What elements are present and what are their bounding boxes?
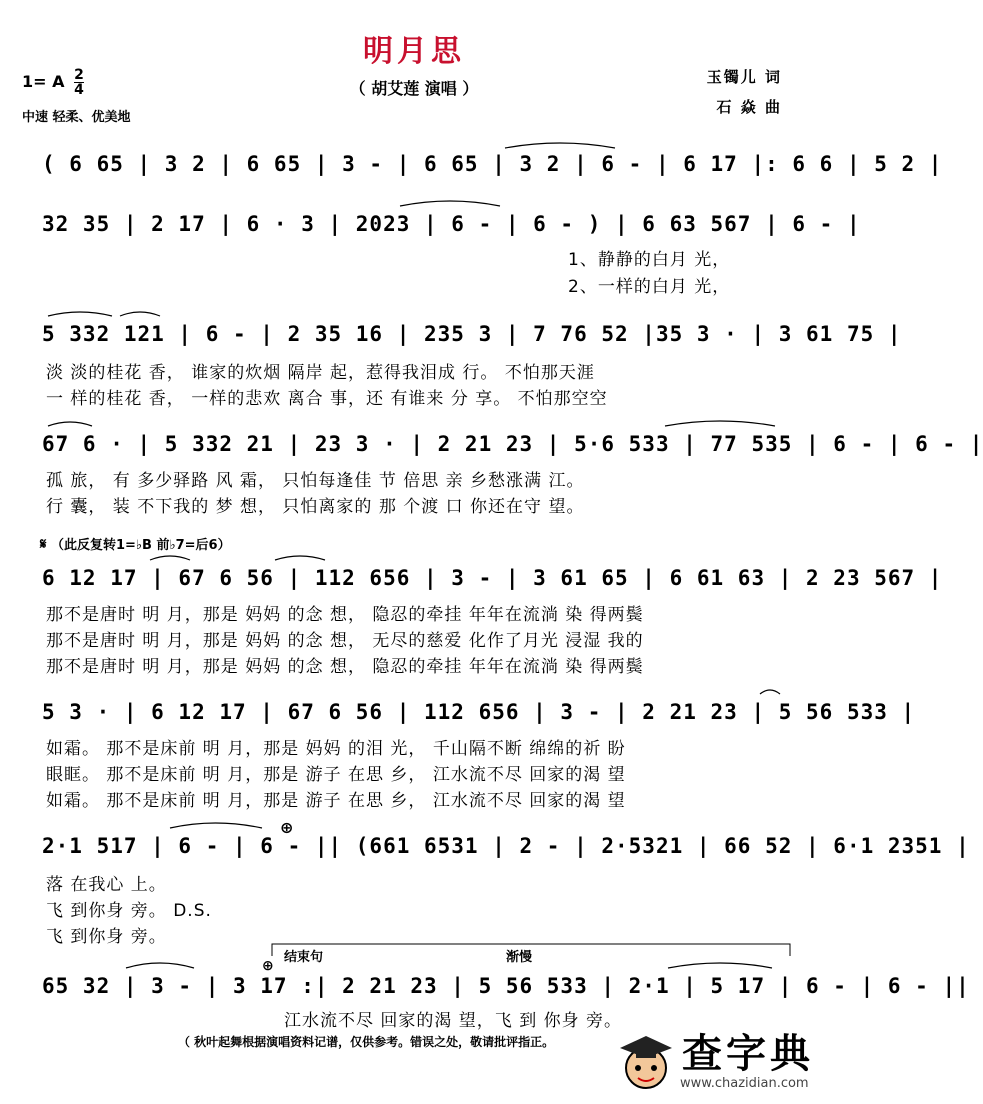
lyric-row-5-verse-3: 那不是唐时 明 月，那是 妈妈 的念 想， 隐忍的牵挂 年年在流淌 染 得两鬓 [46,657,644,677]
lyric-row-7-verse-1: 落 在我心 上。 [46,875,167,895]
tie-row8 [126,963,194,968]
coda-icon-2: ⊕ [262,958,274,974]
lyric-row-3-verse-1: 淡 淡的桂花 香， 谁家的炊烟 隔岸 起，惹得我泪成 行。 不怕那天涯 [46,363,595,383]
lyric-row-2-verse-2: 2、一样的白月 光， [568,277,731,297]
notation-row-8: 65 32 | 3 - | 3 17 :| 2 21 23 | 5 56 533 | 2·1 | 5 17 | 6 - | 6 - || [42,974,970,998]
lyric-row-4-verse-1: 孤 旅， 有 多少驿路 风 霜， 只怕每逢佳 节 倍思 亲 乡愁涨满 江。 [46,471,585,491]
notation-row-1: ( 6 65 | 3 2 | 6 65 | 3 - | 6 65 | 3 2 | 6 - | 6 17 |: 6 6 | 5 2 | [42,152,943,176]
slur-row4-a [48,422,92,426]
tie-row8-end [668,963,772,968]
tie-row4 [665,421,775,426]
repeat-note-text: （此反复转1=♭B 前♭7=后6） [50,538,231,553]
site-url[interactable]: www.chazidian.com [680,1076,809,1091]
lyric-row-6-verse-1: 如霜。 那不是床前 明 月，那是 妈妈 的泪 光， 千山隔不断 绵绵的祈 盼 [46,739,626,759]
song-title: 明月思 [363,34,465,69]
key-prefix: 1= A [22,72,65,91]
tie-row1 [505,143,615,148]
coda-label: 结束句 [284,950,324,965]
lyric-row-6-verse-3: 如霜。 那不是床前 明 月，那是 游子 在思 乡， 江水流不尽 回家的渴 望 [46,791,626,811]
coda-bracket [272,944,790,956]
slur-row5-a [150,556,190,560]
notation-row-3: 5 332 121 | 6 - | 2 35 16 | 235 3 | 7 76 52 |35 3 · | 3 61 75 | [42,322,902,346]
notation-row-7: 2·1 517 | 6 - | 6 - || (661 6531 | 2 - | 2·5321 | 66 52 | 6·1 2351 | [42,834,970,858]
lyric-row-7-verse-3: 飞 到你身 旁。 [46,927,167,947]
lyric-row-6-verse-2: 眼眶。 那不是床前 明 月，那是 游子 在思 乡， 江水流不尽 回家的渴 望 [46,765,626,785]
lyric-row-5-verse-2: 那不是唐时 明 月，那是 妈妈 的念 想， 无尽的慈爱 化作了月光 浸湿 我的 [46,631,644,651]
composer-credit: 石 焱 曲 [716,98,782,116]
time-bottom: 4 [74,82,84,98]
ritardando-label: 渐慢 [506,950,533,965]
lyric-row-5-verse-1: 那不是唐时 明 月，那是 妈妈 的念 想， 隐忍的牵挂 年年在流淌 染 得两鬓 [46,605,644,625]
tempo-marking: 中速 轻柔、优美地 [22,110,131,125]
notation-row-4: 67 6 · | 5 332 21 | 23 3 · | 2 21 23 | 5·6 533 | 77 535 | 6 - | 6 - | [42,432,983,456]
slur-row5-b [275,556,325,560]
tie-row2 [400,201,500,206]
segno-icon: 𝄋 [40,535,47,553]
tie-row7 [170,823,262,828]
lyric-row-7-verse-2: 飞 到你身 旁。 D.S. [46,901,212,921]
notation-row-5: 6 12 17 | 67 6 56 | 112 656 | 3 - | 3 61 65 | 6 61 63 | 2 23 567 | [42,566,943,590]
performer-subtitle: （ 胡艾莲 演唱 ） [349,79,479,98]
notation-row-2: 32 35 | 2 17 | 6 · 3 | 2023 | 6 - | 6 - ) | 6 63 567 | 6 - | [42,212,861,236]
transcription-note: （ 秋叶起舞根据演唱资料记谱，仅供参考。错误之处，敬请批评指正。 [178,1035,555,1049]
lyric-row-4-verse-2: 行 囊， 装 不下我的 梦 想， 只怕离家的 那 个渡 口 你还在守 望。 [46,497,585,517]
lyric-row-8-verse-1: 江水流不尽 回家的渴 望，飞 到 你身 旁。 [284,1011,623,1031]
coda-icon: ⊕ [280,818,294,837]
lyric-row-3-verse-2: 一 样的桂花 香， 一样的悲欢 离合 事，还 有谁来 分 享。 不怕那空空 [46,389,608,409]
slur-row6 [760,690,780,694]
lyric-row-2-verse-1: 1、静静的白月 光， [568,250,731,270]
slur-row3-a [48,312,112,316]
notation-row-6: 5 3 · | 6 12 17 | 67 6 56 | 112 656 | 3 - | 2 21 23 | 5 56 533 | [42,700,916,724]
slur-row3-b [120,312,160,316]
time-top: 2 [74,67,84,83]
lyricist-credit: 玉镯儿 词 [706,68,782,86]
site-logo-text: 查字典 [682,1031,814,1077]
